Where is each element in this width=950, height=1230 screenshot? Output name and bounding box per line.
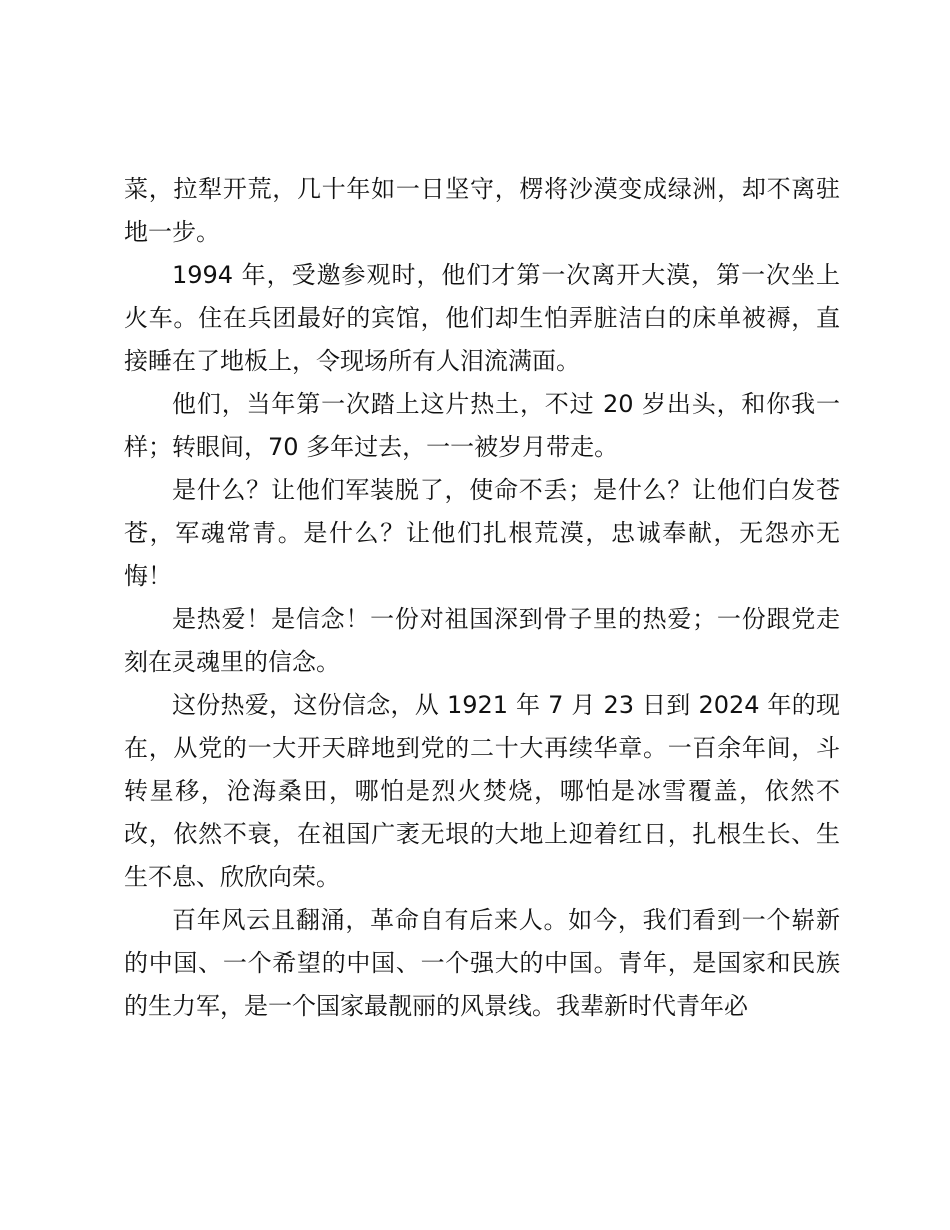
paragraph-6: 这份热爱，这份信念，从 1921 年 7 月 23 日到 2024 年的现在，从党的一大开天辟地到党的二十大再续华章。一百余年间，斗转星移，沧海桑田，哪怕是烈火焚烧，哪怕是冰雪覆盖，依然不改，依然不衰，在祖国广袤无垠的大地上迎着红日，扎根生长、生生不息、欣欣向荣。 <box>124 691 840 891</box>
paragraph-1: 菜，拉犁开荒，几十年如一日坚守，楞将沙漠变成绿洲，却不离驻地一步。 <box>124 175 840 246</box>
paragraph-4: 是什么？让他们军装脱了，使命不丢；是什么？让他们白发苍苍，军魂常青。是什么？让他们扎根荒漠，忠诚奉献，无怨亦无悔！ <box>124 476 840 590</box>
paragraph-5: 是热爱！是信念！一份对祖国深到骨子里的热爱；一份跟党走刻在灵魂里的信念。 <box>124 605 840 676</box>
paragraph-2: 1994 年，受邀参观时，他们才第一次离开大漠，第一次坐上火车。住在兵团最好的宾馆，他们却生怕弄脏洁白的床单被褥，直接睡在了地板上，令现场所有人泪流满面。 <box>124 261 840 375</box>
document-page <box>124 168 840 1028</box>
paragraph-3: 他们，当年第一次踏上这片热土，不过 20 岁出头，和你我一样；转眼间，70 多年过去，一一被岁月带走。 <box>124 390 840 461</box>
paragraph-7: 百年风云且翻涌，革命自有后来人。如今，我们看到一个崭新的中国、一个希望的中国、一个强大的中国。青年，是国家和民族的生力军，是一个国家最靓丽的风景线。我辈新时代青年必 <box>124 906 840 1020</box>
